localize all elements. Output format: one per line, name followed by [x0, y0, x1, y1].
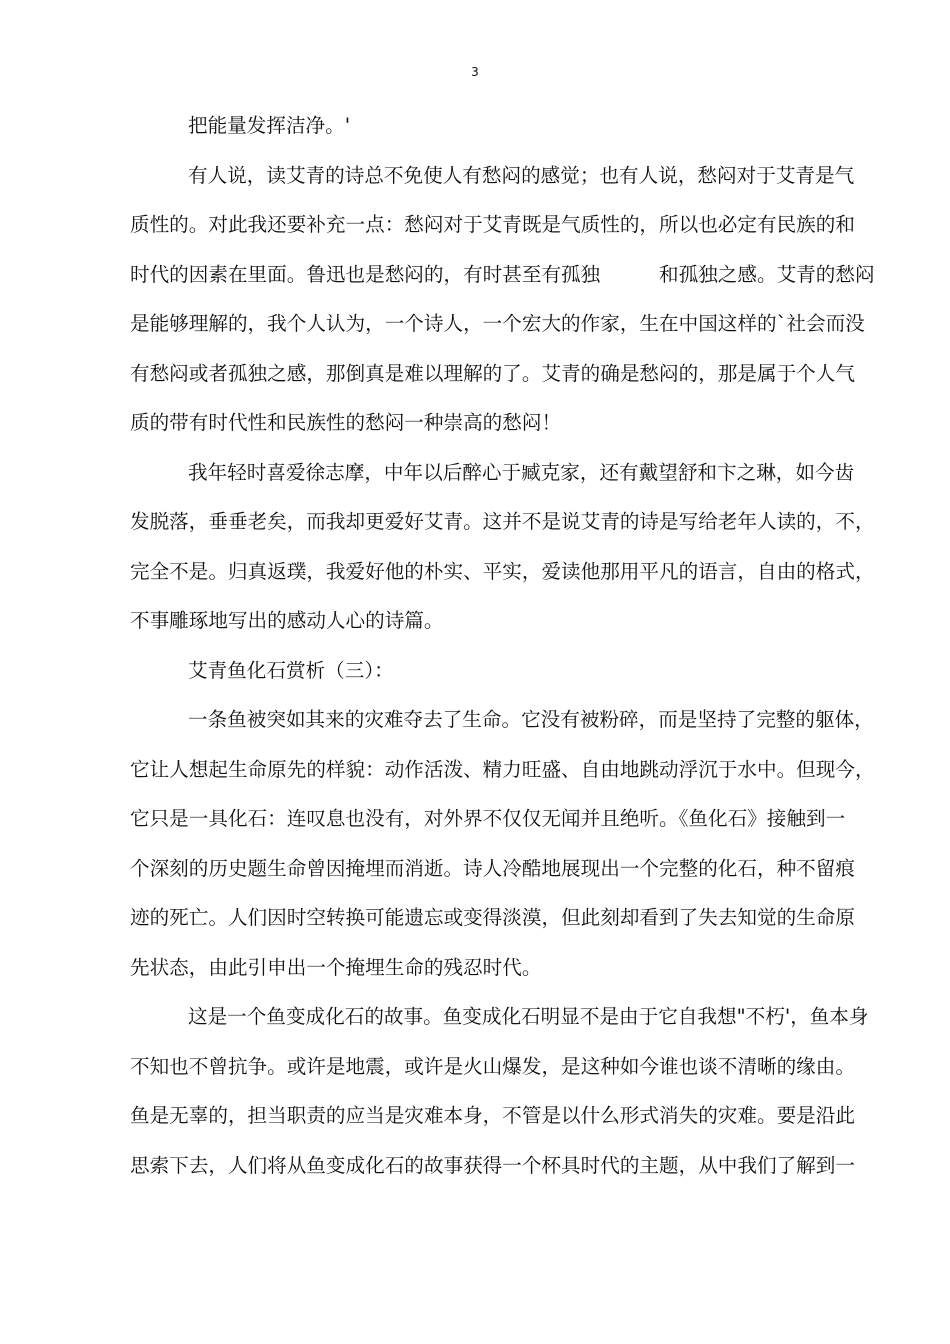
page-number: 3 [471, 65, 479, 79]
paragraph [130, 695, 875, 992]
text-line: 有愁闷或者孤独之感，那倒真是难以理解的了。艾青的确是愁闷的，那是属于个人气 [130, 361, 855, 385]
text-line: 思索下去，人们将从鱼变成化石的故事获得一个杯具时代的主题，从中我们了解到一 [130, 1153, 855, 1177]
text-line: 先状态，由此引申出一个掩埋生命的残忍时代。 [130, 955, 542, 979]
text-line: 质性的。对此我还要补充一点：愁闷对于艾青既是气质性的，所以也必定有民族的和 [130, 213, 855, 236]
text-line: 把能量发挥洁净。' [188, 114, 351, 137]
text-line: 有人说，读艾青的诗总不免使人有愁闷的感觉；也有人说，愁闷对于艾青是气 [188, 163, 855, 187]
paragraph [130, 151, 875, 448]
text-line: 是能够理解的，我个人认为，一个诗人，一个宏大的作家，生在中国这样的`社会而没 [130, 312, 865, 335]
text-line: 发脱落，垂垂老矣，而我却更爱好艾青。这并不是说艾青的诗是写给老年人读的，不， [130, 510, 875, 533]
section-heading [130, 646, 850, 696]
text-line: 它只是一具化石：连叹息也没有，对外界不仅仅无闻并且绝听。《鱼化石》接触到一 [130, 807, 846, 830]
text-line: 不知也不曾抗争。或许是地震，或许是火山爆发，是这种如今谁也谈不清晰的缘由。 [130, 1054, 855, 1078]
text-line: 鱼是无辜的，担当职责的应当是灾难本身，不管是以什么形式消失的灾难。要是沿此 [130, 1104, 855, 1127]
paragraph [130, 448, 875, 646]
text-line: 一条鱼被突如其来的灾难夺去了生命。它没有被粉碎，而是坚持了完整的躯体， [188, 708, 874, 731]
text-line: 个深刻的历史题生命曾因掩埋而消逝。诗人冷酷地展现出一个完整的化石，种不留痕 [130, 856, 855, 880]
text-line: 质的带有时代性和民族性的愁闷一种崇高的愁闷！ [130, 411, 562, 434]
text-line: 这是一个鱼变成化石的故事。鱼变成化石明显不是由于它自我想"不朽'，鱼本身 [188, 1005, 869, 1028]
body-text [130, 101, 875, 1190]
text-line: 迹的死亡。人们因时空转换可能遗忘或变得淡漠，但此刻却看到了失去知觉的生命原 [130, 906, 855, 929]
text-line: 它让人想起生命原先的样貌：动作活泼、精力旺盛、自由地跳动浮沉于水中。但现今， [130, 757, 875, 781]
text-line: 完全不是。归真返璞，我爱好他的朴实、平实，爱读他那用平凡的语言，自由的格式， [130, 559, 875, 583]
text-line: 艾青鱼化石赏析（三）： [188, 658, 394, 682]
text-line: 我年轻时喜爱徐志摩，中年以后醉心于臧克家，还有戴望舒和卞之琳，如今齿 [188, 460, 855, 484]
text-line: 不事雕琢地写出的感动人心的诗篇。 [130, 609, 444, 632]
text-line: 时代的因素在里面。鲁迅也是愁闷的，有时甚至有孤独 和孤独之感。艾青的愁闷 [130, 262, 875, 286]
paragraph [130, 992, 869, 1190]
paragraph [130, 101, 850, 151]
